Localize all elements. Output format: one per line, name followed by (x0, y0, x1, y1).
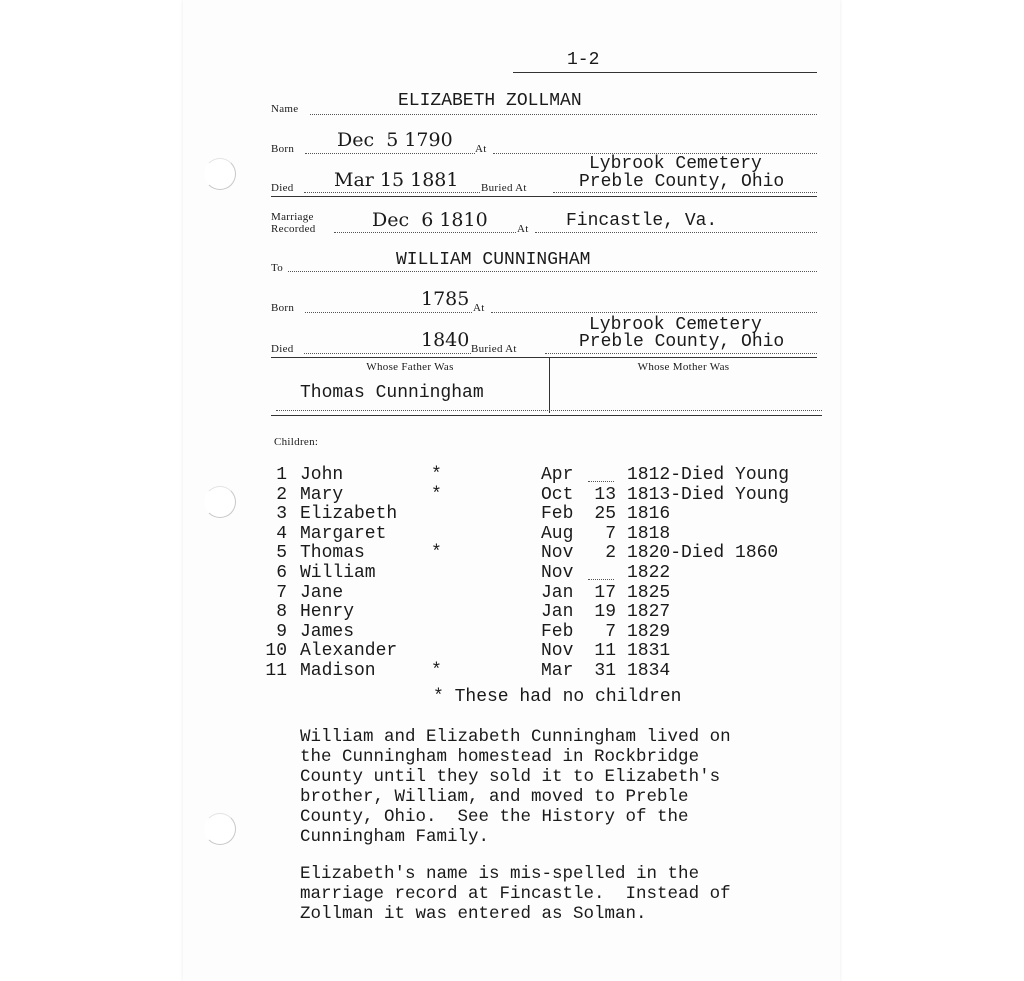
child-name: James (300, 621, 355, 642)
child-birth-month: Jan (541, 582, 574, 603)
child-number: 7 (276, 582, 287, 603)
spouse-born-line (305, 312, 472, 313)
child-birth-month: Feb (541, 621, 574, 642)
note-paragraph: William and Elizabeth Cunningham lived on the Cunningham homestead in Rockbridge County until they sold it to Elizabeth's brother, William, and moved to Preble County, Ohio. See the History of the Cunningham Family. (300, 727, 731, 847)
child-birth-year: 1834 (627, 661, 671, 681)
child-row (265, 525, 825, 545)
section-rule (271, 357, 817, 358)
spouse-buried-at-line (545, 353, 817, 354)
child-birth-year: 1831 (627, 641, 671, 662)
child-name: Elizabeth (300, 504, 398, 525)
child-birth-year: 1818 (627, 523, 671, 544)
mother-label: Whose Mother Was (637, 361, 730, 373)
child-row (265, 505, 825, 525)
child-birth-month: Mar (541, 661, 574, 681)
child-row (265, 603, 825, 623)
spouse-died-line (304, 353, 471, 354)
child-name: Mary (300, 484, 344, 505)
child-number: 9 (276, 621, 287, 642)
child-birth-year: 1813-Died Young (627, 484, 790, 505)
child-number: 3 (276, 504, 287, 525)
child-number: 1 (276, 465, 287, 485)
subject-died-date: Mar 15 1881 (334, 169, 459, 191)
child-row (265, 486, 825, 506)
subject-born-date: Dec 5 1790 (337, 129, 453, 151)
children-footnote: * These had no children (433, 687, 682, 707)
spouse-born-at-line (491, 312, 817, 313)
child-row (265, 584, 825, 604)
child-birth-month: Oct (541, 484, 574, 505)
born-label: Born (271, 143, 295, 155)
child-birth-month: Aug (541, 523, 574, 544)
child-birth-month: Apr (541, 465, 574, 485)
spouse-born-at-label: At (473, 302, 485, 314)
child-birth-month: Nov (541, 543, 574, 564)
subject-buried-line2: Preble County, Ohio (579, 172, 785, 192)
marriage-at-line (535, 232, 817, 233)
died-label: Died (271, 182, 294, 194)
child-birth-month: Nov (541, 641, 574, 662)
spouse-died-label: Died (271, 343, 294, 355)
child-birth-day: 25 (594, 504, 616, 525)
child-row (265, 466, 825, 486)
child-birth-year: 1827 (627, 602, 671, 623)
child-birth-year: 1825 (627, 582, 671, 603)
child-name: Margaret (300, 523, 387, 544)
child-number: 10 (265, 641, 287, 662)
card-number-rule (513, 72, 817, 73)
child-name: John (300, 465, 344, 485)
child-no-children-marker: * (431, 661, 442, 681)
child-number: 11 (265, 661, 287, 681)
child-no-children-marker: * (431, 465, 442, 485)
spouse-born-date: 1785 (421, 288, 470, 310)
child-birth-day: 7 (605, 523, 616, 544)
child-number: 2 (276, 484, 287, 505)
spouse-buried-at-label: Buried At (471, 343, 517, 355)
child-birth-day: 19 (594, 602, 616, 623)
child-name: Alexander (300, 641, 398, 662)
child-birth-month: Nov (541, 563, 574, 583)
child-number: 5 (276, 543, 287, 564)
child-birth-year: 1820-Died 1860 (627, 543, 779, 564)
child-birth-day: 2 (605, 543, 616, 564)
card-number: 1-2 (567, 50, 600, 70)
child-no-children-marker: * (431, 543, 442, 564)
child-birth-year: 1822 (627, 563, 671, 583)
spouse-father: Thomas Cunningham (300, 383, 484, 403)
section-rule (271, 415, 822, 416)
child-row (265, 564, 825, 584)
name-label: Name (271, 103, 299, 115)
child-row (265, 642, 825, 662)
child-birth-day: 7 (605, 621, 616, 642)
name-line (310, 114, 817, 115)
recorded-label: Recorded (271, 223, 316, 235)
child-row (265, 544, 825, 564)
born-at-label: At (475, 143, 487, 155)
spouse-died-date: 1840 (421, 329, 470, 351)
note-paragraph: Elizabeth's name is mis-spelled in the marriage record at Fincastle. Instead of Zollman it was entered as Solman. (300, 864, 731, 924)
marriage-date: Dec 6 1810 (372, 209, 488, 231)
child-birth-day-blank (588, 579, 614, 580)
child-name: Henry (300, 602, 355, 623)
child-birth-year: 1829 (627, 621, 671, 642)
child-birth-day: 31 (594, 661, 616, 681)
child-row (265, 623, 825, 643)
marriage-at-label: At (517, 223, 529, 235)
child-birth-day-blank (588, 481, 614, 482)
buried-at-line (553, 192, 817, 193)
marriage-place: Fincastle, Va. (566, 211, 718, 231)
child-number: 6 (276, 563, 287, 583)
spouse-born-label: Born (271, 302, 295, 314)
father-label: Whose Father Was (366, 361, 454, 373)
child-name: Thomas (300, 543, 365, 564)
binder-hole (204, 486, 236, 518)
section-rule (271, 196, 817, 197)
subject-buried-line1: Lybrook Cemetery (589, 154, 762, 174)
child-name: Jane (300, 582, 344, 603)
child-birth-year: 1816 (627, 504, 671, 525)
spouse-name: WILLIAM CUNNINGHAM (396, 250, 591, 270)
child-number: 4 (276, 523, 287, 544)
died-line (304, 192, 480, 193)
marriage-label: Marriage (271, 211, 314, 223)
subject-name: ELIZABETH ZOLLMAN (398, 91, 582, 111)
child-birth-year: 1812-Died Young (627, 465, 790, 485)
child-no-children-marker: * (431, 484, 442, 505)
to-line (288, 271, 817, 272)
child-birth-day: 13 (594, 484, 616, 505)
marriage-line (334, 232, 516, 233)
parents-divider (549, 358, 550, 413)
binder-hole (204, 158, 236, 190)
child-birth-day: 11 (594, 641, 616, 662)
child-birth-month: Jan (541, 602, 574, 623)
parents-dotted-line (276, 410, 822, 411)
child-name: Madison (300, 661, 376, 681)
born-line (305, 153, 475, 154)
buried-at-label: Buried At (481, 182, 527, 194)
child-number: 8 (276, 602, 287, 623)
spouse-buried-line1: Lybrook Cemetery (589, 315, 762, 335)
child-birth-day: 17 (594, 582, 616, 603)
to-label: To (271, 262, 284, 274)
child-birth-month: Feb (541, 504, 574, 525)
child-name: William (300, 563, 376, 583)
child-row (265, 662, 825, 682)
children-label: Children: (274, 436, 319, 448)
binder-hole (204, 813, 236, 845)
spouse-buried-line2: Preble County, Ohio (579, 332, 785, 352)
